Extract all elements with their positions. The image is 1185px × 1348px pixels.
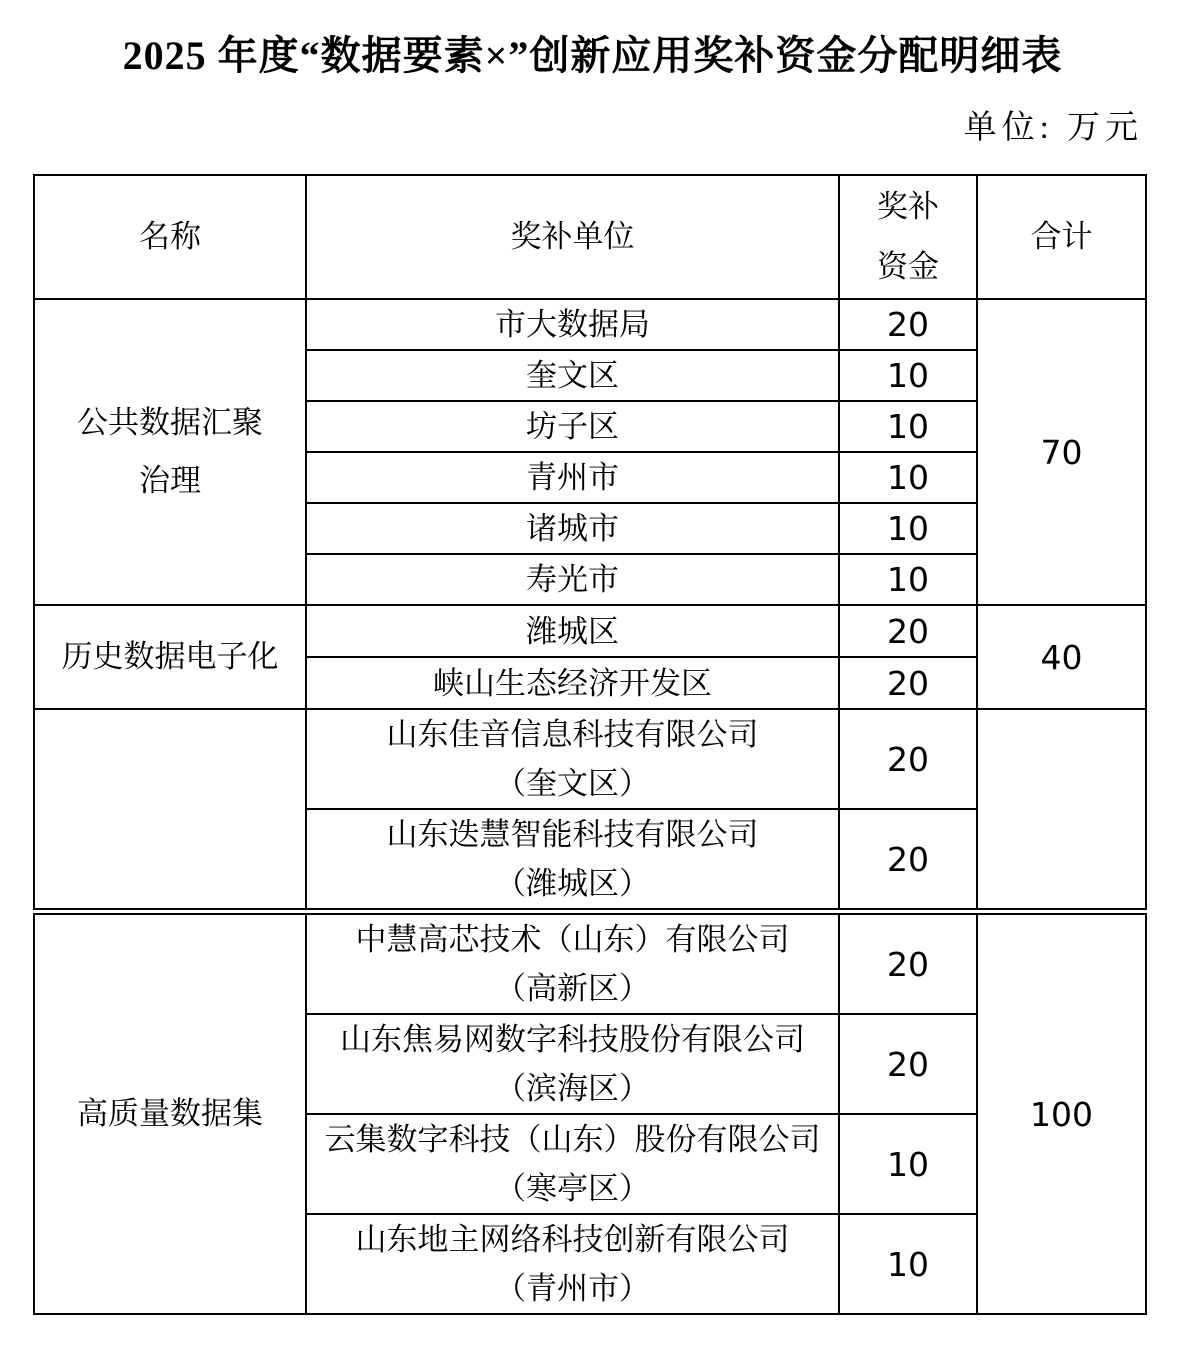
section-name-cell-dataset-upper-empty	[34, 709, 306, 909]
award-fund-cell: 10	[839, 503, 977, 554]
award-fund-cell: 10	[839, 1214, 977, 1314]
section-total-cell-dataset: 100	[977, 914, 1146, 1314]
section-name-cell-historical-data: 历史数据电子化	[34, 605, 306, 709]
award-fund-cell: 10	[839, 401, 977, 452]
header-row	[34, 175, 1146, 299]
col-header-total: 合计	[977, 175, 1146, 299]
allocation-table-part1	[33, 174, 1147, 910]
award-unit-cell: 潍城区	[306, 605, 839, 657]
section-total-cell-public-data: 70	[977, 299, 1146, 605]
table-row	[34, 605, 1146, 657]
award-unit-cell: 青州市	[306, 452, 839, 503]
unit-note: 单位: 万元	[963, 110, 1143, 146]
table-row	[34, 709, 1146, 809]
award-unit-cell: 山东佳音信息科技有限公司 （奎文区）	[306, 709, 839, 809]
award-unit-cell: 诸城市	[306, 503, 839, 554]
award-fund-cell: 10	[839, 1114, 977, 1214]
allocation-table-part2	[33, 913, 1147, 1315]
award-fund-header-line2: 资金	[877, 249, 939, 284]
table-row	[34, 914, 1146, 1014]
col-header-name: 名称	[34, 175, 306, 299]
award-fund-cell: 20	[839, 809, 977, 909]
col-header-award-unit: 奖补单位	[306, 175, 839, 299]
award-unit-cell: 寿光市	[306, 554, 839, 605]
award-fund-cell: 10	[839, 554, 977, 605]
award-fund-cell: 10	[839, 452, 977, 503]
award-fund-cell: 20	[839, 657, 977, 709]
award-unit-cell: 峡山生态经济开发区	[306, 657, 839, 709]
award-unit-cell: 云集数字科技（山东）股份有限公司 （寒亭区）	[306, 1114, 839, 1214]
table-row	[34, 299, 1146, 350]
award-fund-cell: 20	[839, 914, 977, 1014]
section-total-cell-dataset-upper-empty	[977, 709, 1146, 909]
award-fund-cell: 20	[839, 299, 977, 350]
section-total-cell-historical-data: 40	[977, 605, 1146, 709]
award-unit-cell: 山东地主网络科技创新有限公司 （青州市）	[306, 1214, 839, 1314]
section-name-cell-dataset: 高质量数据集	[34, 914, 306, 1314]
award-unit-cell: 坊子区	[306, 401, 839, 452]
page-title: 2025 年度“数据要素×”创新应用奖补资金分配明细表	[122, 33, 1063, 78]
award-unit-cell: 中慧高芯技术（山东）有限公司 （高新区）	[306, 914, 839, 1014]
award-fund-cell: 20	[839, 709, 977, 809]
award-unit-cell: 奎文区	[306, 350, 839, 401]
award-fund-cell: 20	[839, 1014, 977, 1114]
allocation-table	[33, 174, 1145, 1315]
award-fund-cell: 20	[839, 605, 977, 657]
award-unit-cell: 山东迭慧智能科技有限公司 （潍城区）	[306, 809, 839, 909]
col-header-award-fund	[839, 175, 977, 299]
award-fund-cell: 10	[839, 350, 977, 401]
award-unit-cell: 山东焦易网数字科技股份有限公司 （滨海区）	[306, 1014, 839, 1114]
award-unit-cell: 市大数据局	[306, 299, 839, 350]
award-fund-header-line1: 奖补	[877, 189, 939, 224]
section-name-cell-public-data: 公共数据汇聚 治理	[34, 299, 306, 605]
